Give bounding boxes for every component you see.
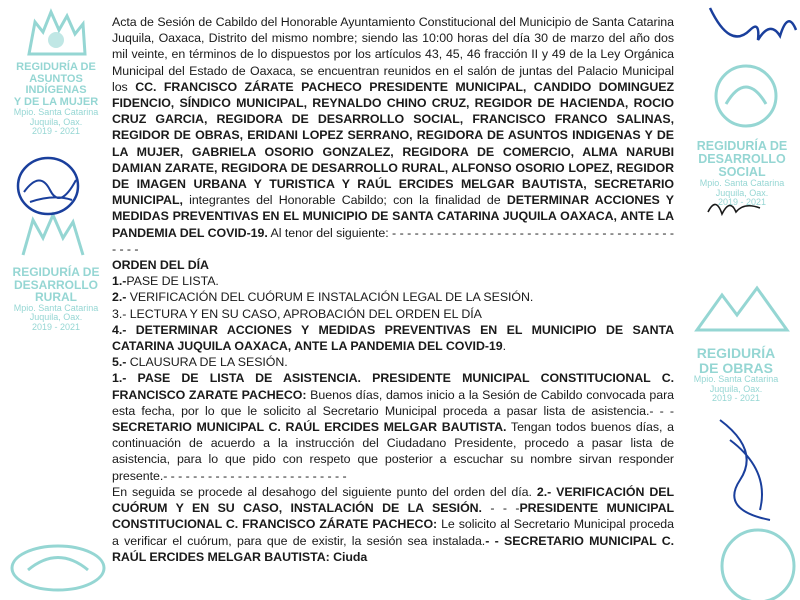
- intro-text: Acta de Sesión de Cabildo del Honorable Ayuntamiento Constitucional del Municipio de Santa Catarina Juquila, Oaxaca, Distrito del mismo nombre; siendo las 10:00 horas del día 30 de marzo del año dos mil veinte, en términos de lo dispuestos por los artículos 43, 45, 46 fracción II y 49 de la Ley Orgánica Municipal del Estado de Oaxaca, se encuentran reunidos en el salón de juntas del Palacio Municipal los: [112, 15, 674, 94]
- intro-text: integrantes del Honorable Cabildo; con la finalidad de: [182, 193, 507, 208]
- agenda-item-1: 1.-PASE DE LISTA.: [112, 274, 219, 289]
- stamp-line: RURAL: [35, 290, 77, 305]
- intro-paragraph: [112, 14, 674, 257]
- agenda-item-4: 4.- DETERMINAR ACCIONES Y MEDIDAS PREVENTIVAS EN EL MUNICIPIO DE SANTA CATARINA JUQUILA OAXACA, ANTE LA PANDEMIA DEL COVID-19.: [112, 322, 674, 354]
- section-heading: 1.- PASE DE LISTA DE ASISTENCIA. PRESIDENTE MUNICIPAL CONSTITUCIONAL C. FRANCISCO ZARATE PACHECO:: [112, 371, 674, 402]
- stamp-line: REGIDURÍA: [696, 345, 776, 361]
- stamp-line: Y DE LA MUJER: [13, 95, 99, 108]
- stamp-obras: [680, 346, 792, 404]
- stamp-line: Mpio. Santa Catarina: [693, 374, 779, 385]
- signature-mark: [10, 150, 90, 230]
- stamp-line: REGIDURÍA DE: [12, 265, 100, 279]
- signature-mark: [700, 0, 800, 56]
- stamp-seal-icon: [692, 280, 792, 340]
- stamp-line: Juquila, Oax.: [715, 187, 769, 198]
- signature-mark: [700, 410, 800, 530]
- secretary-name: SECRETARIO MUNICIPAL C. RAÚL ERCIDES MELGAR BAUTISTA.: [112, 420, 507, 435]
- stamp-line: 2019 - 2021: [31, 126, 81, 137]
- agenda-item-5: 5.- CLAUSURA DE LA SESIÓN.: [112, 355, 288, 370]
- attendees-names: CC. FRANCISCO ZÁRATE PACHECO PRESIDENTE MUNICIPAL, CANDIDO DOMINGUEZ FIDENCIO, SÍNDICO MUNICIPAL, REYNALDO CHINO CRUZ, REGIDOR DE HACIENDA, ROCIO CRUZ GARCIA, REGIDORA DE DESARROLLO SOCIAL, FRANCISCO FRANCO SALINAS, REGIDOR DE OBRAS, ERIDANI LOPEZ SERRANO, REGIDORA DE ASUNTOS INDIGENAS Y DE LA MUJER, GABRIELA OSORIO GONZALEZ, REGIDORA DE COMERCIO, ALMA NARUBI DAMIAN ZARATE, REGIDORA DE DESARROLLO RURAL, ALFONSO OSORIO LOPEZ, REGIDOR DE IMAGEN URBANA Y TURISTICA Y RAÚL ERCIDES MELGAR BAUTISTA, SECRETARIO MUNICIPAL,: [112, 79, 674, 208]
- stamp-line: Juquila, Oax.: [29, 116, 83, 127]
- president-name: PRESIDENTE MUNICIPAL CONSTITUCIONAL C. FRANCISCO ZÁRATE PACHECO:: [112, 501, 674, 532]
- stamp-line: Mpio. Santa Catarina: [13, 302, 99, 313]
- cut-off-line: - - SECRETARIO MUNICIPAL C. RAÚL ERCIDES MELGAR BAUTISTA: Ciuda: [112, 533, 675, 564]
- acta-body: [112, 14, 674, 565]
- stamp-line: Mpio. Santa Catarina: [699, 178, 785, 189]
- stamp-line: Juquila, Oax.: [709, 383, 763, 394]
- section-1-paragraph: 1.- PASE DE LISTA DE ASISTENCIA. PRESIDENTE MUNICIPAL CONSTITUCIONAL C. FRANCISCO ZARATE PACHECO: Buenos días, damos inicio a la Sesión de Cabildo convocada para esta fecha, por lo que le solicito al Secretario Municipal proceda a pasar lista de asistencia.- - - SECRETARIO MUNICIPAL C. RAÚL ERCIDES MELGAR BAUTISTA. Tengan todos buenos días, a continuación de acuerdo a la instrucción del Ciudadano Presidente, procedo a pasar lista de asistencia, para lo que pido con respeto que posterior a escuchar su nombre sirvan responder presente.- - - - - - - - - - - - - - - - - - - - - - - - -: [112, 371, 675, 483]
- stamp-line: REGIDURÍA DE: [16, 61, 96, 73]
- stamp-line: ASUNTOS INDÍGENAS: [25, 72, 87, 97]
- stamp-seal-icon: [8, 540, 108, 596]
- stamp-desarrollo-rural: [2, 266, 110, 332]
- stamp-line: DE OBRAS: [699, 359, 773, 376]
- stamp-line: Mpio. Santa Catarina: [13, 107, 99, 118]
- agenda-item-3: 3.- LECTURA Y EN SU CASO, APROBACIÓN DEL ORDEN EL DÍA: [112, 306, 482, 321]
- stamp-line: SOCIAL: [718, 165, 766, 180]
- stamp-seal-icon: [706, 60, 786, 136]
- stamp-line: 2019 - 2021: [717, 197, 767, 208]
- section-2-paragraph: En seguida se procede al desahogo del siguiente punto del orden del día. 2.- VERIFICACIÓN DEL CUÓRUM Y EN SU CASO, INSTALACIÓN DE LA SESIÓN. - - -PRESIDENTE MUNICIPAL CONSTITUCIONAL C. FRANCISCO ZÁRATE PACHECO: Le solicito al Secretario Municipal proceda a verificar el cuórum, para que de existir, la sesión sea instalada.- - SECRETARIO MUNICIPAL C. RAÚL ERCIDES MELGAR BAUTISTA: Ciuda: [112, 484, 675, 564]
- agenda-item-2: 2.- VERIFICACIÓN DEL CUÓRUM E INSTALACIÓN LEGAL DE LA SESIÓN.: [112, 290, 534, 305]
- stamp-line: REGIDURÍA DE: [696, 139, 788, 153]
- stamp-line: 2019 - 2021: [711, 393, 761, 404]
- stamp-line: DESARROLLO: [698, 152, 786, 167]
- stamp-line: 2019 - 2021: [31, 321, 81, 332]
- signature-mark: [704, 192, 764, 222]
- section-heading: 2.- VERIFICACIÓN DEL CUÓRUM Y EN SU CASO, INSTALACIÓN DE LA SESIÓN.: [112, 484, 675, 516]
- stamp-line: Juquila, Oax.: [29, 312, 83, 323]
- intro-text: Al tenor del siguiente: - - - - - - - - - - - - - - - - - - - - - - - - - - - - - - - - - - - - - - - - - -: [112, 225, 674, 256]
- session-purpose: DETERMINAR ACCIONES Y MEDIDAS PREVENTIVAS EN EL MUNICIPIO DE SANTA CATARINA JUQUILA OAXACA, ANTE LA PANDEMIA DEL COVID-19.: [112, 193, 675, 240]
- stamp-asuntos-indigenas: [2, 2, 110, 137]
- stamp-seal-icon: [712, 520, 800, 600]
- stamp-seal-icon: [21, 2, 91, 62]
- stamp-line: DESARROLLO: [14, 277, 98, 292]
- orden-title: ORDEN DEL DÍA: [112, 258, 209, 273]
